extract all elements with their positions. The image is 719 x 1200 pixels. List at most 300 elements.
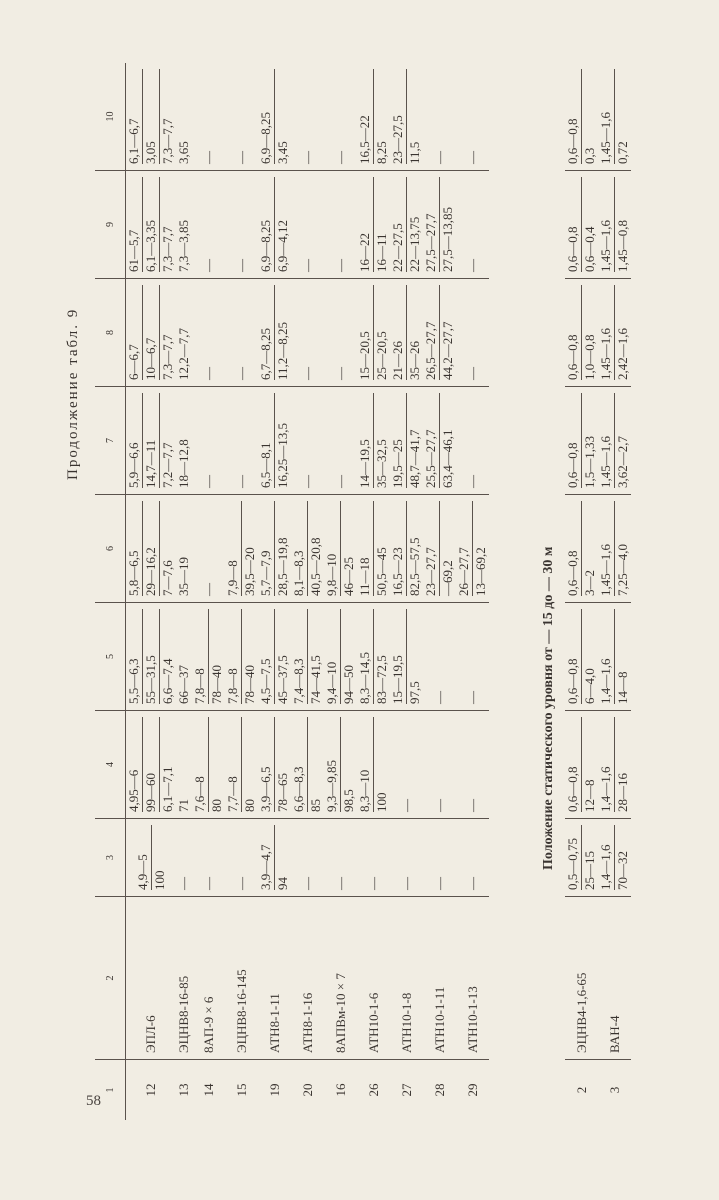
- value-cell: [126, 495, 177, 603]
- value-cell: [225, 711, 258, 819]
- value-line: 1,4—1,6: [598, 825, 615, 890]
- value-line: —: [176, 877, 191, 890]
- value-line: 1,5—1,33: [582, 436, 597, 488]
- value-cell: [423, 171, 456, 279]
- value-cell: [357, 819, 390, 897]
- value-line: —: [200, 367, 216, 380]
- value-line: 28—16: [615, 773, 630, 812]
- value-cell: [258, 495, 291, 603]
- value-line: 16,25—13,5: [275, 423, 290, 488]
- value-line: 15—20,5: [357, 285, 374, 380]
- column-number-header: 1: [95, 1060, 126, 1121]
- value-cell: [390, 495, 423, 603]
- value-line: 27,5—13,85: [440, 207, 455, 272]
- value-line: —: [431, 877, 447, 890]
- value-cell: [258, 63, 291, 171]
- value-cell: [192, 603, 225, 711]
- value-line: 7—7,6: [160, 560, 175, 596]
- value-line: 78—65: [275, 773, 290, 812]
- value-line: —: [233, 259, 249, 272]
- value-line: —: [431, 799, 447, 812]
- table-row: [192, 63, 225, 1120]
- value-line: 9,8—10: [324, 501, 341, 596]
- value-line: 6,1—7,1: [160, 766, 175, 812]
- pump-model-cell: АТН8-1-16: [291, 897, 324, 1060]
- value-line: —: [332, 877, 348, 890]
- value-line: 6,6—7,4: [160, 658, 175, 704]
- value-line: 9,3—9,85: [324, 717, 341, 812]
- value-cell: [258, 711, 291, 819]
- value-cell: [176, 495, 192, 603]
- value-cell: [423, 279, 456, 387]
- value-line: 1,0—0,8: [582, 334, 597, 380]
- value-line: 7,4—8,3: [291, 609, 308, 704]
- row-number-cell: 16: [332, 1083, 348, 1097]
- value-line: 0,6—0,8: [565, 69, 582, 164]
- value-line: 63,4—46,1: [440, 429, 455, 488]
- value-cell: [390, 171, 423, 279]
- value-line: 6—6,7: [126, 285, 143, 380]
- value-cell: [357, 171, 390, 279]
- value-cell: [324, 819, 357, 897]
- pump-model-cell: ЭПЛ-6: [126, 897, 177, 1060]
- value-cell: [258, 819, 291, 897]
- value-line: —: [464, 475, 480, 488]
- pump-model-cell: 8АПВм-10 × 7: [324, 897, 357, 1060]
- value-cell: [423, 387, 456, 495]
- value-line: —69,2: [440, 560, 455, 596]
- value-cell: [258, 603, 291, 711]
- value-cell: [192, 63, 225, 171]
- value-line: 18—12,8: [176, 439, 191, 488]
- value-line: 99—60: [143, 717, 160, 812]
- value-line: 26—27,7: [456, 501, 473, 596]
- value-line: —: [464, 367, 480, 380]
- value-line: —: [200, 259, 216, 272]
- value-cell: [598, 603, 631, 711]
- value-line: —: [200, 151, 216, 164]
- value-line: —: [299, 475, 315, 488]
- column-number-header: 7: [95, 387, 126, 495]
- value-line: 1,45—1,6: [598, 501, 615, 596]
- value-line: 2,42—1,6: [615, 328, 630, 380]
- value-line: —: [398, 799, 414, 812]
- value-line: 8,3—14,5: [357, 609, 374, 704]
- value-line: 6,9—8,25: [258, 69, 275, 164]
- value-cell: [291, 171, 324, 279]
- value-line: 50,5—45: [374, 547, 389, 596]
- value-line: —: [464, 151, 480, 164]
- value-cell: [291, 63, 324, 171]
- value-line: 55—31,5: [143, 609, 160, 704]
- column-number-header: 2: [95, 897, 126, 1060]
- value-cell: [192, 495, 225, 603]
- value-line: 0,6—0,8: [565, 609, 582, 704]
- value-cell: [598, 495, 631, 603]
- rotated-table-sheet: [65, 20, 665, 1120]
- page-number: 58: [86, 1093, 101, 1109]
- column-number-header: 4: [95, 711, 126, 819]
- value-line: 100: [374, 792, 389, 812]
- value-cell: [258, 387, 291, 495]
- value-cell: [357, 495, 390, 603]
- value-line: 7,3—7,7: [160, 118, 175, 164]
- value-line: —: [332, 367, 348, 380]
- value-line: —: [200, 475, 216, 488]
- value-cell: [390, 603, 423, 711]
- value-line: 1,45—1,6: [598, 177, 615, 272]
- value-line: —: [332, 475, 348, 488]
- value-cell: [291, 603, 324, 711]
- value-line: —: [233, 151, 249, 164]
- value-cell: [126, 279, 177, 387]
- value-line: 28,5—19,8: [275, 537, 290, 596]
- value-cell: [565, 171, 598, 279]
- column-number-header: 5: [95, 603, 126, 711]
- value-cell: [456, 711, 489, 819]
- value-cell: [357, 387, 390, 495]
- value-line: —: [233, 877, 249, 890]
- value-line: 71: [176, 799, 191, 812]
- value-line: 8,1—8,3: [291, 501, 308, 596]
- row-number-cell: 13: [176, 1083, 191, 1097]
- value-line: 27,5—27,7: [423, 177, 440, 272]
- value-line: 10—6,7: [143, 285, 160, 380]
- value-cell: [225, 495, 258, 603]
- value-cell: [176, 711, 192, 819]
- value-line: 85: [308, 799, 323, 812]
- value-line: 5,8—6,5: [126, 501, 143, 596]
- value-cell: [126, 603, 177, 711]
- value-line: 11,5: [407, 141, 422, 164]
- value-line: 83—72,5: [374, 655, 389, 704]
- value-cell: [225, 819, 258, 897]
- pump-model-cell: АТН8-1-11: [258, 897, 291, 1060]
- value-cell: [324, 279, 357, 387]
- value-line: 3,9—4,7: [258, 825, 275, 890]
- value-line: —: [464, 877, 480, 890]
- value-cell: [291, 279, 324, 387]
- value-cell: [225, 603, 258, 711]
- row-number-cell: 2: [573, 1086, 589, 1094]
- value-line: 22—27,5: [390, 177, 407, 272]
- value-line: —: [200, 583, 216, 596]
- value-cell: [598, 279, 631, 387]
- pump-model-cell: ЭЦНВ8-16-85: [176, 897, 192, 1060]
- section-heading: Положение статического уровня от — 15 до — 30 м: [541, 546, 556, 870]
- value-cell: [176, 603, 192, 711]
- pump-model-cell: АТН10-1-8: [390, 897, 423, 1060]
- value-cell: [390, 819, 423, 897]
- value-cell: [390, 63, 423, 171]
- value-line: 35—19: [176, 557, 191, 596]
- value-line: —: [431, 151, 447, 164]
- table-row: [423, 63, 456, 1120]
- value-line: —: [332, 259, 348, 272]
- value-line: 9,4—10: [324, 609, 341, 704]
- value-cell: [192, 387, 225, 495]
- table-row: [565, 63, 598, 1120]
- row-number-cell: 19: [266, 1083, 282, 1097]
- row-number-cell: 3: [606, 1086, 622, 1094]
- value-line: 23—27,5: [390, 69, 407, 164]
- value-line: 4,9—5: [135, 825, 152, 890]
- value-cell: [456, 279, 489, 387]
- value-line: 48,7—41,7: [407, 429, 422, 488]
- value-line: 15—19,5: [390, 609, 407, 704]
- value-cell: [423, 495, 456, 603]
- value-cell: [357, 603, 390, 711]
- value-line: 39,5—20: [242, 547, 257, 596]
- table-row: [324, 63, 357, 1120]
- value-line: 7,9—8: [225, 501, 242, 596]
- table-row: [176, 63, 192, 1120]
- value-cell: [598, 819, 631, 897]
- value-line: —: [299, 367, 315, 380]
- value-cell: [598, 171, 631, 279]
- pump-model-cell: ЭЦНВ8-16-145: [225, 897, 258, 1060]
- value-line: 29—16,2: [143, 501, 160, 596]
- value-line: 100: [151, 870, 167, 890]
- value-cell: [598, 387, 631, 495]
- value-line: 66—37: [176, 665, 191, 704]
- value-cell: [565, 495, 598, 603]
- value-line: 35—32,5: [374, 439, 389, 488]
- value-line: 14—8: [615, 671, 630, 704]
- value-line: —: [332, 151, 348, 164]
- value-line: 6,6—8,3: [291, 717, 308, 812]
- value-line: 44,2—27,7: [440, 321, 455, 380]
- value-line: 23—27,7: [423, 501, 440, 596]
- table-row: [456, 63, 489, 1120]
- value-line: —: [299, 877, 315, 890]
- value-line: 7,7—8: [225, 717, 242, 812]
- value-cell: [126, 63, 177, 171]
- value-cell: [324, 711, 357, 819]
- data-table-section: [565, 63, 631, 1120]
- value-cell: [390, 711, 423, 819]
- value-line: —: [464, 691, 480, 704]
- value-line: —: [233, 475, 249, 488]
- column-number-header: 6: [95, 495, 126, 603]
- value-line: 61—5,7: [126, 177, 143, 272]
- value-line: 12—8: [582, 779, 597, 812]
- column-number-header: 9: [95, 171, 126, 279]
- value-cell: [324, 495, 357, 603]
- value-line: 25,5—27,7: [423, 393, 440, 488]
- value-line: 98,5: [341, 789, 356, 812]
- value-cell: [565, 711, 598, 819]
- value-line: 8,3—10: [357, 717, 374, 812]
- value-line: 22—13,75: [407, 216, 422, 272]
- value-cell: [423, 63, 456, 171]
- value-line: 1,45—0,8: [615, 220, 630, 272]
- value-line: 14—19,5: [357, 393, 374, 488]
- value-line: 14,7—11: [143, 393, 160, 488]
- value-line: 6,1—6,7: [126, 69, 143, 164]
- value-cell: [324, 171, 357, 279]
- data-table-main: [95, 63, 489, 1120]
- value-cell: [324, 603, 357, 711]
- value-cell: [225, 171, 258, 279]
- value-cell: [176, 279, 192, 387]
- value-line: 13—69,2: [473, 547, 488, 596]
- value-cell: [192, 279, 225, 387]
- value-line: 16,5—23: [390, 501, 407, 596]
- value-cell: [456, 819, 489, 897]
- value-line: 19,5—25: [390, 393, 407, 488]
- value-cell: [390, 387, 423, 495]
- value-line: 0,72: [615, 141, 630, 164]
- value-line: 40,5—20,8: [308, 537, 323, 596]
- table-caption: Продолжение табл. 9: [65, 307, 81, 480]
- value-cell: [357, 711, 390, 819]
- row-number-cell: 27: [398, 1083, 414, 1097]
- value-line: 1,4—1,6: [598, 609, 615, 704]
- value-line: 3,65: [176, 141, 191, 164]
- value-cell: [291, 495, 324, 603]
- value-cell: [565, 279, 598, 387]
- value-line: 26,5—27,7: [423, 285, 440, 380]
- value-line: 11—18: [357, 501, 374, 596]
- value-line: 1,45—1,6: [598, 393, 615, 488]
- row-number-cell: 29: [464, 1083, 480, 1097]
- value-line: 94: [275, 877, 290, 890]
- pump-model-cell: АТН10-1-11: [423, 897, 456, 1060]
- value-line: 0,6—0,8: [565, 177, 582, 272]
- value-cell: [357, 279, 390, 387]
- value-line: 0,3: [582, 147, 597, 164]
- value-line: 0,5—0,75: [565, 825, 582, 890]
- row-number-cell: 12: [143, 1083, 158, 1097]
- value-line: 21—26: [390, 285, 407, 380]
- value-line: 0,6—0,4: [582, 226, 597, 272]
- value-line: —: [299, 151, 315, 164]
- value-line: 0,6—0,8: [565, 501, 582, 596]
- value-line: 12,2—7,7: [176, 328, 191, 380]
- value-line: —: [299, 259, 315, 272]
- value-line: 0,6—0,8: [565, 717, 582, 812]
- value-cell: [225, 63, 258, 171]
- value-line: 94—50: [341, 665, 356, 704]
- value-line: 78—40: [242, 665, 257, 704]
- value-cell: [126, 171, 177, 279]
- table-row: [357, 63, 390, 1120]
- row-number-cell: 20: [299, 1083, 315, 1097]
- value-cell: [357, 63, 390, 171]
- value-cell: [192, 711, 225, 819]
- value-line: 25—20,5: [374, 331, 389, 380]
- value-cell: [456, 603, 489, 711]
- value-line: 7,8—8: [192, 609, 209, 704]
- table-row: [225, 63, 258, 1120]
- value-line: 7,6—8: [192, 717, 209, 812]
- value-cell: [423, 603, 456, 711]
- value-cell: [176, 171, 192, 279]
- value-cell: [565, 603, 598, 711]
- value-line: 6,7—8,25: [258, 285, 275, 380]
- value-line: 16—22: [357, 177, 374, 272]
- value-cell: [176, 387, 192, 495]
- value-cell: [192, 819, 225, 897]
- value-line: 3,05: [143, 69, 160, 164]
- table-row: [126, 63, 177, 1120]
- value-line: 5,9—6,6: [126, 393, 143, 488]
- table-row: [258, 63, 291, 1120]
- value-cell: [598, 711, 631, 819]
- value-cell: [291, 819, 324, 897]
- value-cell: [291, 711, 324, 819]
- value-cell: [456, 387, 489, 495]
- value-cell: [598, 63, 631, 171]
- value-line: 97,5: [407, 681, 422, 704]
- value-line: 7,25—4,0: [615, 544, 630, 596]
- value-cell: [565, 819, 598, 897]
- pump-model-cell: 8АП-9 × 6: [192, 897, 225, 1060]
- value-line: 8,25: [374, 141, 389, 164]
- value-line: 78—40: [209, 665, 224, 704]
- value-line: 6,1—3,35: [143, 177, 160, 272]
- table-row: [291, 63, 324, 1120]
- value-line: 6,5—8,1: [258, 393, 275, 488]
- row-number-cell: 26: [365, 1083, 381, 1097]
- pump-model-cell: АТН10-1-13: [456, 897, 489, 1060]
- value-line: —: [233, 367, 249, 380]
- value-cell: [192, 171, 225, 279]
- value-line: 4,5—7,5: [258, 609, 275, 704]
- value-line: 80: [209, 799, 224, 812]
- value-cell: [291, 387, 324, 495]
- table-row: [390, 63, 423, 1120]
- value-line: 7,3—7,7: [160, 226, 175, 272]
- value-cell: [423, 819, 456, 897]
- value-line: 3—2: [582, 570, 597, 596]
- value-cell: [258, 279, 291, 387]
- value-line: 6,9—8,25: [258, 177, 275, 272]
- value-line: 16—11: [374, 233, 389, 272]
- value-line: 25—15: [582, 851, 597, 890]
- value-cell: [225, 387, 258, 495]
- value-cell: [565, 63, 598, 171]
- row-number-cell: 15: [233, 1083, 249, 1097]
- value-line: 7,3—7,7: [160, 334, 175, 380]
- header-row: [95, 63, 126, 1120]
- value-line: 4,95—6: [126, 717, 143, 812]
- value-line: 7,3—3,85: [176, 220, 191, 272]
- value-line: 0,6—0,8: [565, 285, 582, 380]
- value-cell: [423, 711, 456, 819]
- value-line: 11,2—8,25: [275, 321, 290, 380]
- value-line: —: [365, 877, 381, 890]
- row-number-cell: 14: [200, 1083, 216, 1097]
- value-line: 7,8—8: [225, 609, 242, 704]
- value-cell: [456, 495, 489, 603]
- value-cell: [456, 63, 489, 171]
- value-line: 82,5—57,5: [407, 537, 422, 596]
- pump-model-cell: АТН10-1-6: [357, 897, 390, 1060]
- value-cell: [225, 279, 258, 387]
- column-number-header: 3: [95, 819, 126, 897]
- value-line: —: [398, 877, 414, 890]
- row-number-cell: 28: [431, 1083, 447, 1097]
- value-cell: [324, 63, 357, 171]
- value-line: 3,9—6,5: [258, 717, 275, 812]
- value-line: 70—32: [615, 851, 630, 890]
- value-cell: [176, 63, 192, 171]
- value-cell: [258, 171, 291, 279]
- value-line: —: [464, 259, 480, 272]
- value-line: 5,5—6,3: [126, 609, 143, 704]
